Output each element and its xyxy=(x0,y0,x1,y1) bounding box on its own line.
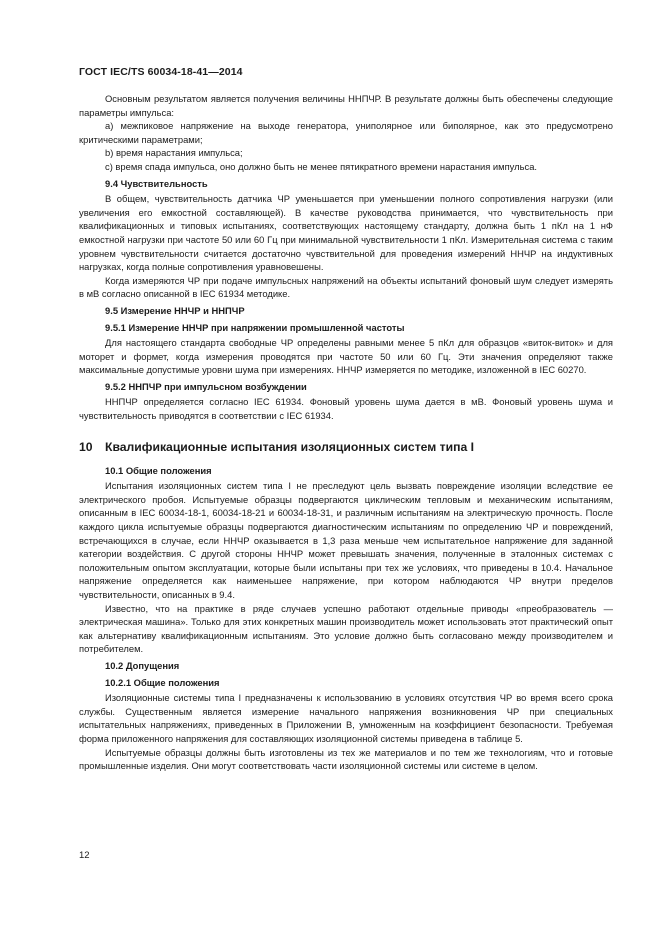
section-heading-10-2: 10.2 Допущения xyxy=(105,659,180,671)
paragraph: Изоляционные системы типа I предназначены к использованию в условиях отсутствия ЧР во время всего срока службы. Существенным является измерение начального напряжения возникновения ЧР при специальных испытательных напряжениях, приведенных в Приложении В, умноженным на коэффициент безопасности. Требуемая форма приложенного напряжения для составляющих изоляционной системы приведена в таблице 5. xyxy=(79,692,613,744)
paragraph: В общем, чувствительность датчика ЧР уменьшается при уменьшении полного сопротивления нагрузки (или увеличения его емкостной составляющей). В качестве руководства принимается, что чувствительность при квалификационных и типовых испытаниях, соответствующих настоящему стандарту, должна быть 1 пКл на 1 нФ емкостной нагрузки при частоте 50 или 60 Гц при минимальной чувствительности 1 пКл. Измерительная система с таким уровнем чувствительности считается достаточно чувствительной для проведения измерений ННЧР на индуктивных нагрузках, когда полные сопротивления уравновешены. xyxy=(79,193,613,273)
section-heading-10-1: 10.1 Общие положения xyxy=(105,464,212,476)
paragraph: Известно, что на практике в ряде случаев успешно работают отдельные приводы «преобразователь — электрическая машина». Только для этих конкретных машин производитель может использовать этот практический опыт как альтернативу квалификационным испытаниям. Это условие должно быть согласовано между производителем и потребителем. xyxy=(79,602,613,655)
paragraph: Когда измеряются ЧР при подаче импульсных напряжений на объекты испытаний фоновый шум следует измерять в мВ согласно описанной в IEC 61934 методике. xyxy=(79,274,613,300)
list-item-c: с) время спада импульса, оно должно быть не менее пятикратного времени нарастания импульса. xyxy=(105,160,538,172)
paragraph: Испытуемые образцы должны быть изготовлены из тех же материалов и по тем же технологиям, что и готовые промышленные изделия. Они могут соответствовать части изоляционной системы или системе в целом. xyxy=(79,746,613,772)
list-item-a: а) межпиковое напряжение на выходе генератора, униполярное или биполярное, как это предусмотрено критическими параметрами; xyxy=(79,120,613,145)
section-heading-9-5: 9.5 Измерение ННЧР и ННПЧР xyxy=(105,304,245,316)
section-heading-10-2-1: 10.2.1 Общие положения xyxy=(105,676,220,688)
list-item-b: b) время нарастания импульса; xyxy=(105,147,243,159)
section-heading-9-4: 9.4 Чувствительность xyxy=(105,177,208,189)
paragraph: Для настоящего стандарта свободные ЧР определены равными менее 5 пКл для образцов «виток-виток» и для моторет и формет, когда измерения проводятся при частоте 50 или 60 Гц. Эти значения определяют также максимальные допустимые уровни шума при измерениях. ННЧР измеряется по методике, изложенной в IEC 60270. xyxy=(79,337,613,376)
paragraph: Основным результатом является получения величины ННПЧР. В результате должны быть обеспечены следующие параметры импульса: xyxy=(79,93,613,118)
page-number: 12 xyxy=(79,850,90,861)
paragraph: Испытания изоляционных систем типа I не преследуют цель вызвать повреждение изоляции вследствие ее электрического пробоя. Испытуемые образцы подвергаются циклическим тепловым и механическим испытаниям, описанным в IEC 60034-18-1, 60034-18-21 и 60034-18-31, и различным испытаниям на электрическую прочность. После каждого цикла испытуемые образцы подвергаются диагностическим испытаниям по определению ЧР и повреждений, встречающихся в случае, если ННЧР оказывается в 1,3 раза меньше чем испытательное напряжение для заданной категории воздействия. С другой стороны ННЧР может превышать значения, полученные в эталонных системах с положительным опытом эксплуатации, которые были испытаны при тех же условиях, что приведены в 10.4. Начальное напряжение определяется как наименьшее напряжение, при котором наблюдаются ЧР внутри пределов чувствительности, описанных в 9.4. xyxy=(79,480,613,600)
page-content xyxy=(79,92,613,773)
chapter-title: Квалификационные испытания изоляционных систем типа I xyxy=(105,439,475,454)
document-code-header: ГОСТ IEC/TS 60034-18-41—2014 xyxy=(79,66,243,78)
chapter-number: 10 xyxy=(79,439,93,454)
chapter-heading-10 xyxy=(79,440,613,455)
paragraph: ННПЧР определяется согласно IEC 61934. Фоновый уровень шума дается в мВ. Фоновый уровень шума и чувствительность приводятся в соответствии с IEC 61934. xyxy=(79,396,613,422)
section-heading-9-5-2: 9.5.2 ННПЧР при импульсном возбуждении xyxy=(105,380,307,392)
section-heading-9-5-1: 9.5.1 Измерение ННЧР при напряжении промышленной частоты xyxy=(105,321,405,333)
